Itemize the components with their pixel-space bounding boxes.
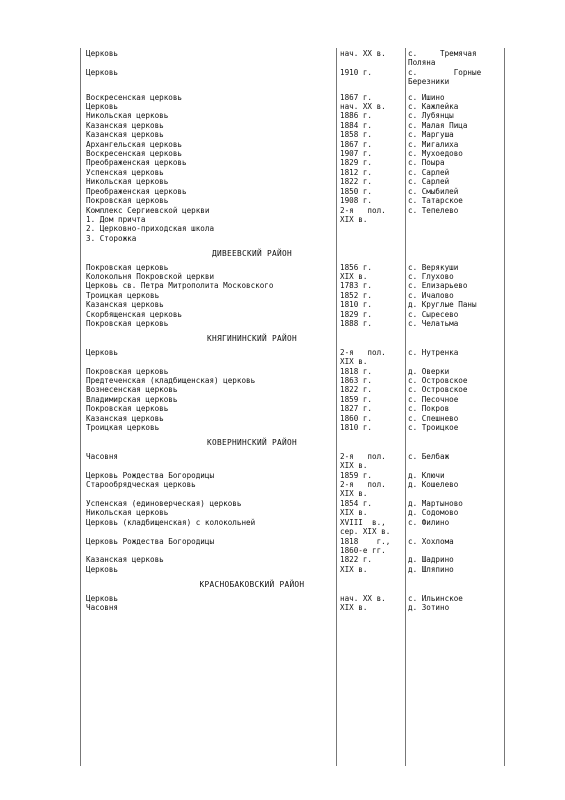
table-row [84,187,504,196]
monument-name-cont [84,77,336,86]
table-row [84,215,504,224]
monument-place: с. Песочное [408,394,459,404]
monument-date: 1858 г. [340,130,373,140]
monument-place-cont: Поляна [408,58,436,68]
monument-date: 1907 г. [340,149,373,159]
table-row [84,68,504,77]
monument-date: 1860 г. [340,413,373,423]
monument-date: нач. XX в. [340,102,386,112]
monument-date: 1829 г. [340,309,373,319]
monument-date: 1822 г. [340,385,373,395]
monument-date-cont: сер. XIX в. [340,527,391,537]
monument-name: Покровская церковь [86,196,169,206]
table-row [84,234,504,243]
monument-name: Церковь Рождества Богородицы [86,470,215,480]
table-row [84,310,504,319]
table-row [84,565,504,574]
monument-place: д. Шляпино [408,564,454,574]
table-row [84,518,504,527]
monument-date: 2-я пол. [340,480,386,490]
table-row [84,177,504,186]
table-row [84,508,504,517]
monument-place [404,215,504,224]
monument-place: с. Лубянцы [408,111,454,121]
monument-name: 2. Церковно-приходская школа [86,224,215,234]
monument-place: с. Сыресево [408,309,459,319]
monument-date-cont: 1860-е гг. [340,545,386,555]
table-row [84,452,504,461]
monument-place: д. Шадрино [408,555,454,565]
monument-name: Церковь [86,67,119,77]
table-row-continuation [84,58,504,67]
monument-place: с. Малая Пица [408,120,468,130]
table-row [84,395,504,404]
monument-date: 1829 г. [340,158,373,168]
table-row [84,158,504,167]
monument-place-cont [404,527,504,536]
table-row [84,93,504,102]
table-row [84,168,504,177]
monument-place-cont [404,489,504,498]
monument-date-cont [336,58,404,67]
monument-date: 1818 г., [340,536,391,546]
monument-name: Церковь [86,49,119,58]
table-row [84,121,504,130]
table-row [84,499,504,508]
monument-name: Троицкая церковь [86,423,160,433]
monument-name-cont [84,489,336,498]
monument-name: Часовня [86,602,119,612]
monument-date: 1810 г. [340,423,373,433]
monument-name: Часовня [86,451,119,461]
monument-name: Церковь Рождества Богородицы [86,536,215,546]
monument-place [404,224,504,233]
monument-name: Казанская церковь [86,130,164,140]
monument-place: с. Маргуша [408,130,454,140]
monument-place: с. Троицкое [408,423,459,433]
monument-name-cont [84,357,336,366]
monument-name: Вознесенская церковь [86,385,178,395]
monument-place: с. Островское [408,385,468,395]
monument-date: XIX в. [340,602,368,612]
monument-name-cont [84,527,336,536]
monument-place: с. Горные [408,67,482,77]
table-row [84,291,504,300]
monument-place: д. Оверки [408,366,450,376]
monument-place: с. Челатьма [408,318,459,328]
monument-name: Преображенская церковь [86,186,187,196]
monument-place: с. Покров [408,404,450,414]
table-row [84,471,504,480]
monument-date: 1812 г. [340,167,373,177]
monument-name: Скорбященская церковь [86,309,183,319]
monument-name: Церковь [86,564,119,574]
monument-name: Никольская церковь [86,111,169,121]
monument-place-cont: Березники [408,77,450,87]
table-row [84,149,504,158]
monument-place: с. Елизарьево [408,281,468,291]
monument-place: с. Верякуши [408,262,459,272]
monument-name: Комплекс Сергиевской церкви [86,205,210,215]
monument-name: Покровская церковь [86,318,169,328]
monument-place: с. Тепелево [408,205,459,215]
monument-place-cont [404,461,504,470]
monument-place: д. Мартыново [408,498,463,508]
monument-date: 1852 г. [340,290,373,300]
table-row [84,263,504,272]
monument-place: с. Ичалово [408,290,454,300]
monument-place: д. Круглые Паны [408,300,477,310]
monument-name-cont [84,58,336,67]
monument-date-cont: XIX в. [340,489,368,499]
monument-place: с. Глухово [408,271,454,281]
monument-name: Воскресенская церковь [86,92,183,102]
table-row [84,281,504,290]
monument-date: 1818 г. [340,366,373,376]
table-row [84,367,504,376]
table-row [84,130,504,139]
monument-date: 1910 г. [340,67,373,77]
table-row [84,537,504,546]
monument-name: Покровская церковь [86,262,169,272]
table-row [84,272,504,281]
monument-name: Преображенская церковь [86,158,187,168]
table-border-right [504,48,505,766]
table-row-continuation [84,77,504,86]
monument-date: XVIII в., [340,517,386,527]
monument-date: 1888 г. [340,318,373,328]
monument-place: с. Кажлейка [408,102,459,112]
monument-place: д. Ключи [408,470,445,480]
monument-date: 1850 г. [340,186,373,196]
monument-date: 1884 г. [340,120,373,130]
monument-place: с. Филино [408,517,450,527]
section-heading-krasnobakovsky: КРАСНОБАКОВСКИЙ РАЙОН [199,580,305,590]
monument-name: Казанская церковь [86,413,164,423]
monument-place: с. Ильинское [408,593,463,603]
table-row-continuation [84,461,504,470]
monument-name: Покровская церковь [86,404,169,414]
monument-place: д. Содомово [408,508,459,518]
monument-place: с. Татарское [408,196,463,206]
table-row [84,603,504,612]
monument-place: с. Сарлей [408,177,450,187]
table-row [84,206,504,215]
table-row [84,224,504,233]
table-row [84,49,504,58]
monument-date-cont: XIX в. [340,461,368,471]
monument-date: 1827 г. [340,404,373,414]
monument-place: с. Сарлей [408,167,450,177]
monument-date-cont: XIX в. [340,357,368,367]
monument-name: Церковь [86,593,119,603]
monument-date: XIX в. [340,214,368,224]
monument-name: Архангельская церковь [86,139,183,149]
monument-name: Церковь [86,102,119,112]
monument-place: с. Тремячая [408,49,477,58]
monument-name: Предтеченская (кладбищенская) церковь [86,376,256,385]
monument-date: нач. XX в. [340,49,386,58]
table-row [84,140,504,149]
monument-name-cont [84,546,336,555]
monument-date: 2-я пол. [340,451,386,461]
monument-date: XIX в. [340,508,368,518]
table-row [84,594,504,603]
monument-date: XIX в. [340,564,368,574]
table-row [84,319,504,328]
monument-date: 1859 г. [340,470,373,480]
monument-name: Казанская церковь [86,300,164,310]
monument-date: 1822 г. [340,177,373,187]
monument-name: Покровская церковь [86,366,169,376]
table-row [84,300,504,309]
monument-date: 1867 г. [340,139,373,149]
monument-place: д. Зотино [408,602,450,612]
monument-place: с. Нутренка [408,347,459,357]
monument-date: 2-я пол. [340,347,386,357]
table-border-left [80,48,81,766]
monument-place: с. Островское [408,376,468,385]
monument-name: Владимирская церковь [86,394,178,404]
monument-place: с. Ишино [408,92,445,102]
table-row [84,102,504,111]
monument-place-cont [404,357,504,366]
table-row [84,414,504,423]
monument-date: 1886 г. [340,111,373,121]
monument-name: Старообрядческая церковь [86,480,196,490]
monument-date: 1867 г. [340,92,373,102]
monument-name: Успенская церковь [86,167,164,177]
section-heading-knyagininsky: КНЯГИНИНСКИЙ РАЙОН [207,334,297,344]
monument-place [404,234,504,243]
table-row-continuation [84,357,504,366]
monument-name: Колокольня Покровской церкви [86,271,215,281]
monument-place: с. Хохлома [408,536,454,546]
monument-place: с. Спешнево [408,413,459,423]
table-row [84,423,504,432]
monument-date: 1859 г. [340,394,373,404]
table-row-continuation [84,527,504,536]
monument-name: Церковь [86,347,119,357]
monument-date: 1810 г. [340,300,373,310]
monument-name: Казанская церковь [86,120,164,130]
table-row [84,555,504,564]
table-row [84,196,504,205]
monument-date: 1783 г. [340,281,373,291]
table-row-continuation [84,489,504,498]
monument-place: д. Кошелево [408,480,459,490]
table-row [84,404,504,413]
monument-name: Никольская церковь [86,177,169,187]
monument-date: 1856 г. [340,262,373,272]
monuments-table [84,49,504,612]
monument-place: с. Мухоедово [408,149,463,159]
section-heading-koverninsky: КОВЕРНИНСКИЙ РАЙОН [207,438,297,448]
section-heading-diveevsky: ДИВЕЕВСКИЙ РАЙОН [212,249,292,259]
monument-date: 1822 г. [340,555,373,565]
monument-name-cont [84,461,336,470]
monument-date: нач. XX в. [340,593,386,603]
monument-date-cont [336,77,404,86]
monument-date [336,234,404,243]
monument-name: Троицкая церковь [86,290,160,300]
monument-name: 3. Сторожка [86,233,137,243]
monument-place: с. Белбаж [408,451,450,461]
monument-date: 2-я пол. [340,205,386,215]
monument-name: Церковь св. Петра Митрополита Московского [86,281,274,291]
table-row [84,480,504,489]
monument-date: 1863 г. [340,376,373,385]
monument-date: 1854 г. [340,498,373,508]
table-row [84,348,504,357]
table-row [84,385,504,394]
table-row [84,111,504,120]
monument-name: Казанская церковь [86,555,164,565]
monument-place: с. Поыра [408,158,445,168]
monument-name: Успенская (единоверческая) церковь [86,498,242,508]
monument-name: Воскресенская церковь [86,149,183,159]
monument-date: XIX в. [340,271,368,281]
monument-date [336,224,404,233]
monument-date: 1908 г. [340,196,373,206]
monument-name: 1. Дом причта [86,214,146,224]
monument-place: с. Смыбилей [408,186,459,196]
monument-place-cont [404,546,504,555]
monument-place: с. Мигалиха [408,139,459,149]
table-row [84,376,504,385]
monument-name: Никольская церковь [86,508,169,518]
monument-name: Церковь (кладбищенская) с колокольней [86,517,256,527]
table-row-continuation [84,546,504,555]
